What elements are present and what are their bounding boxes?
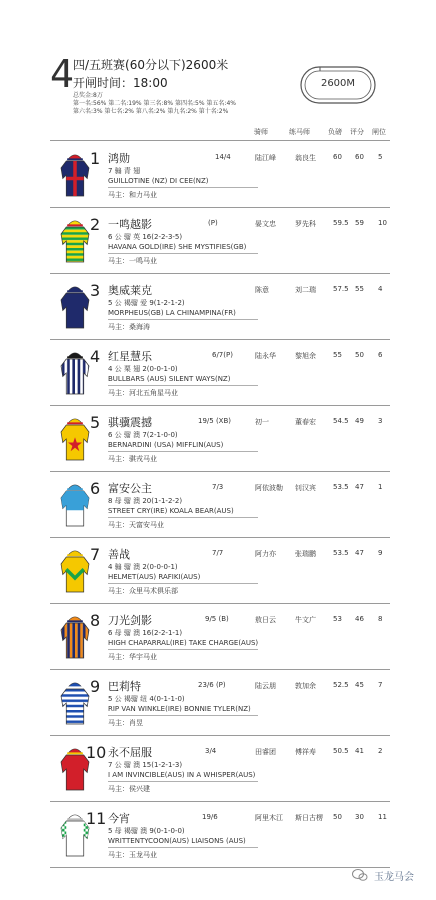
barrier-draw: 11 <box>378 813 387 821</box>
owner-divider <box>108 517 258 518</box>
owner: 马主：天富安马业 <box>108 521 164 529</box>
rating: 50 <box>355 351 364 359</box>
race-number: 4 <box>50 52 75 96</box>
owner: 马主：侯兴建 <box>108 785 150 793</box>
carried-weight: 57.5 <box>333 285 349 293</box>
race-header <box>0 0 436 140</box>
trainer-name: 傅祥寿 <box>295 748 316 756</box>
rating: 45 <box>355 681 364 689</box>
horse-name: 巴莉特 <box>108 680 141 693</box>
saddle-number: 4 <box>90 347 101 366</box>
pedigree: GUILLOTINE (NZ) DI CEE(NZ) <box>108 177 209 185</box>
pedigree: MORPHEUS(GB) LA CHINAMPINA(FR) <box>108 309 236 317</box>
pedigree: RIP VAN WINKLE(IRE) BONNIE TYLER(NZ) <box>108 705 251 713</box>
owner-divider <box>108 187 258 188</box>
jockey-name: 敖日云 <box>255 616 276 624</box>
carried-weight: 60 <box>333 153 342 161</box>
carried-weight: 59.5 <box>333 219 349 227</box>
trainer-name: 牛文广 <box>295 616 316 624</box>
carried-weight: 55 <box>333 351 342 359</box>
saddle-number: 8 <box>90 611 101 630</box>
saddle-number: 10 <box>86 743 107 762</box>
odds: 3/4 <box>205 747 217 755</box>
odds: (P) <box>208 219 218 227</box>
rating: 47 <box>355 483 364 491</box>
runner-row <box>50 141 390 207</box>
trainer-name: 敦加余 <box>295 682 316 690</box>
saddle-number: 7 <box>90 545 101 564</box>
barrier-draw: 8 <box>378 615 383 623</box>
odds: 23/6 (P) <box>198 681 226 689</box>
saddle-number: 11 <box>86 809 107 828</box>
owner-divider <box>108 319 258 320</box>
runner-row <box>50 471 390 537</box>
horse-name: 骐骥震撼 <box>108 416 152 429</box>
horse-details: 5 公 褐骝 纽 4(0-1-1-0) <box>108 695 185 703</box>
runner-row <box>50 207 390 273</box>
runner-row <box>50 735 390 801</box>
trainer-name: 罗先科 <box>295 220 316 228</box>
prize-distribution-1: 第一名:56% 第二名:19% 第三名:8% 第四名:5% 第五名:4% <box>73 100 236 107</box>
rating: 41 <box>355 747 364 755</box>
carried-weight: 53.5 <box>333 549 349 557</box>
carried-weight: 53 <box>333 615 342 623</box>
jockey-name: 阿里木江 <box>255 814 283 822</box>
barrier-draw: 2 <box>378 747 383 755</box>
owner: 马主：华宇马业 <box>108 653 157 661</box>
horse-details: 5 公 褐骝 爱 9(1-2-1-2) <box>108 299 185 307</box>
rating: 59 <box>355 219 364 227</box>
pedigree: I AM INVINCIBLE(AUS) IN A WHISPER(AUS) <box>108 771 256 779</box>
carried-weight: 54.5 <box>333 417 349 425</box>
barrier-draw: 3 <box>378 417 383 425</box>
saddle-number: 2 <box>90 215 101 234</box>
trainer-name: 刘二瑞 <box>295 286 316 294</box>
trainer-name: 斯日古楞 <box>295 814 323 822</box>
barrier-draw: 1 <box>378 483 383 491</box>
horse-details: 7 公 骝 澳 15(1-2-1-3) <box>108 761 183 769</box>
horse-name: 富安公主 <box>108 482 152 495</box>
column-header-draw: 闸位 <box>372 128 386 136</box>
horse-name: 鸿勋 <box>108 152 130 165</box>
trainer-name: 钊汉宾 <box>295 484 316 492</box>
barrier-draw: 4 <box>378 285 383 293</box>
trainer-name: 翁良生 <box>295 154 316 162</box>
carried-weight: 53.5 <box>333 483 349 491</box>
carried-weight: 52.5 <box>333 681 349 689</box>
carried-weight: 50.5 <box>333 747 349 755</box>
owner: 马主：众里马术俱乐部 <box>108 587 178 595</box>
barrier-draw: 9 <box>378 549 383 557</box>
pedigree: HELMET(AUS) RAFIKI(AUS) <box>108 573 201 581</box>
jockey-name: 陆永华 <box>255 352 276 360</box>
race-name: 四/五班赛(60分以下)2600米 <box>73 58 229 72</box>
odds: 19/5 (XB) <box>198 417 232 425</box>
horse-name: 永不屈服 <box>108 746 152 759</box>
horse-name: 刀光剑影 <box>108 614 152 627</box>
carried-weight: 50 <box>333 813 342 821</box>
jockey-name: 陈意 <box>255 286 269 294</box>
column-header-jockey: 骑师 <box>254 128 268 136</box>
owner: 马主：河北五角星马业 <box>108 389 178 397</box>
saddle-number: 1 <box>90 149 101 168</box>
horse-name: 今宵 <box>108 812 130 825</box>
horse-details: 8 母 骝 澳 20(1-1-2-2) <box>108 497 183 505</box>
watermark-text: 玉龙马会 <box>374 872 414 883</box>
divider <box>50 867 390 868</box>
owner-divider <box>108 847 258 848</box>
rating: 49 <box>355 417 364 425</box>
jockey-name: 陆江峰 <box>255 154 276 162</box>
horse-name: 红星慧乐 <box>108 350 152 363</box>
saddle-number: 6 <box>90 479 101 498</box>
trainer-name: 董春宏 <box>295 418 316 426</box>
horse-details: 6 母 骝 澳 16(2-2-1-1) <box>108 629 183 637</box>
pedigree: BULLBARS (AUS) SILENT WAYS(NZ) <box>108 375 231 383</box>
owner: 马主：骐戎马业 <box>108 455 157 463</box>
owner-divider <box>108 781 258 782</box>
jockey-name: 阿依波勒 <box>255 484 283 492</box>
rating: 55 <box>355 285 364 293</box>
owner-divider <box>108 715 258 716</box>
horse-details: 5 母 褐骝 澳 9(0-1-0-0) <box>108 827 185 835</box>
pedigree: STREET CRY(IRE) KOALA BEAR(AUS) <box>108 507 234 515</box>
odds: 6/7(P) <box>212 351 233 359</box>
runner-row <box>50 669 390 735</box>
owner: 马主：玉龙马业 <box>108 851 157 859</box>
chat-bubble-icon <box>352 868 368 882</box>
odds: 9/5 (B) <box>205 615 229 623</box>
jockey-name: 晏文忠 <box>255 220 276 228</box>
runner-row <box>50 801 390 867</box>
owner-divider <box>108 649 258 650</box>
distance-badge: 2600M <box>320 78 356 89</box>
barrier-draw: 6 <box>378 351 383 359</box>
owner-divider <box>108 451 258 452</box>
pedigree: WRITTENTYCOON(AUS) LIAISONS (AUS) <box>108 837 246 845</box>
barrier-draw: 5 <box>378 153 383 161</box>
runner-row <box>50 405 390 471</box>
column-header-weight: 负磅 <box>328 128 342 136</box>
horse-details: 4 公 栗 翅 2(0-0-1-0) <box>108 365 178 373</box>
jockey-name: 初一 <box>255 418 269 426</box>
horse-details: 4 骟 骝 澳 2(0-0-0-1) <box>108 563 178 571</box>
odds: 19/6 <box>202 813 218 821</box>
horse-details: 6 公 骝 英 16(2-2-3-5) <box>108 233 183 241</box>
column-header-rating: 评分 <box>350 128 364 136</box>
pedigree: BERNARDINI (USA) MIFFLIN(AUS) <box>108 441 224 449</box>
horse-details: 6 公 骝 澳 7(2-1-0-0) <box>108 431 178 439</box>
pedigree: HIGH CHAPARRAL(IRE) TAKE CHARGE(AUS) <box>108 639 259 647</box>
pedigree: HAVANA GOLD(IRE) SHE MYSTIFIES(GB) <box>108 243 247 251</box>
runner-row <box>50 603 390 669</box>
start-time: 开闸时间：18:00 <box>73 76 168 90</box>
rating: 60 <box>355 153 364 161</box>
rating: 46 <box>355 615 364 623</box>
jockey-name: 陆云朋 <box>255 682 276 690</box>
saddle-number: 3 <box>90 281 101 300</box>
trainer-name: 黎旭余 <box>295 352 316 360</box>
saddle-number: 5 <box>90 413 101 432</box>
saddle-number: 9 <box>90 677 101 696</box>
jockey-name: 阿力亦 <box>255 550 276 558</box>
jockey-name: 田睿团 <box>255 748 276 756</box>
rating: 30 <box>355 813 364 821</box>
owner-divider <box>108 583 258 584</box>
owner: 马主：桑海涛 <box>108 323 150 331</box>
odds: 7/3 <box>212 483 224 491</box>
runner-row <box>50 339 390 405</box>
owner: 马主：一鸣马业 <box>108 257 157 265</box>
watermark <box>352 866 432 886</box>
owner: 马主：和力马业 <box>108 191 157 199</box>
owner: 马主：肖昱 <box>108 719 143 727</box>
owner-divider <box>108 385 258 386</box>
runner-row <box>50 537 390 603</box>
horse-name: 奥威莱克 <box>108 284 152 297</box>
odds: 14/4 <box>215 153 231 161</box>
trainer-name: 张瑞鹏 <box>295 550 316 558</box>
total-purse: 总奖金:8万 <box>73 92 103 99</box>
barrier-draw: 10 <box>378 219 387 227</box>
odds: 7/7 <box>212 549 224 557</box>
owner-divider <box>108 253 258 254</box>
horse-name: 一鸣越影 <box>108 218 152 231</box>
runner-row <box>50 273 390 339</box>
column-header-trainer: 练马师 <box>289 128 310 136</box>
barrier-draw: 7 <box>378 681 383 689</box>
rating: 47 <box>355 549 364 557</box>
prize-distribution-2: 第六名:3% 第七名:2% 第八名:2% 第九名:2% 第十名:2% <box>73 108 229 115</box>
horse-details: 7 骟 青 翅 <box>108 167 141 175</box>
horse-name: 善战 <box>108 548 130 561</box>
